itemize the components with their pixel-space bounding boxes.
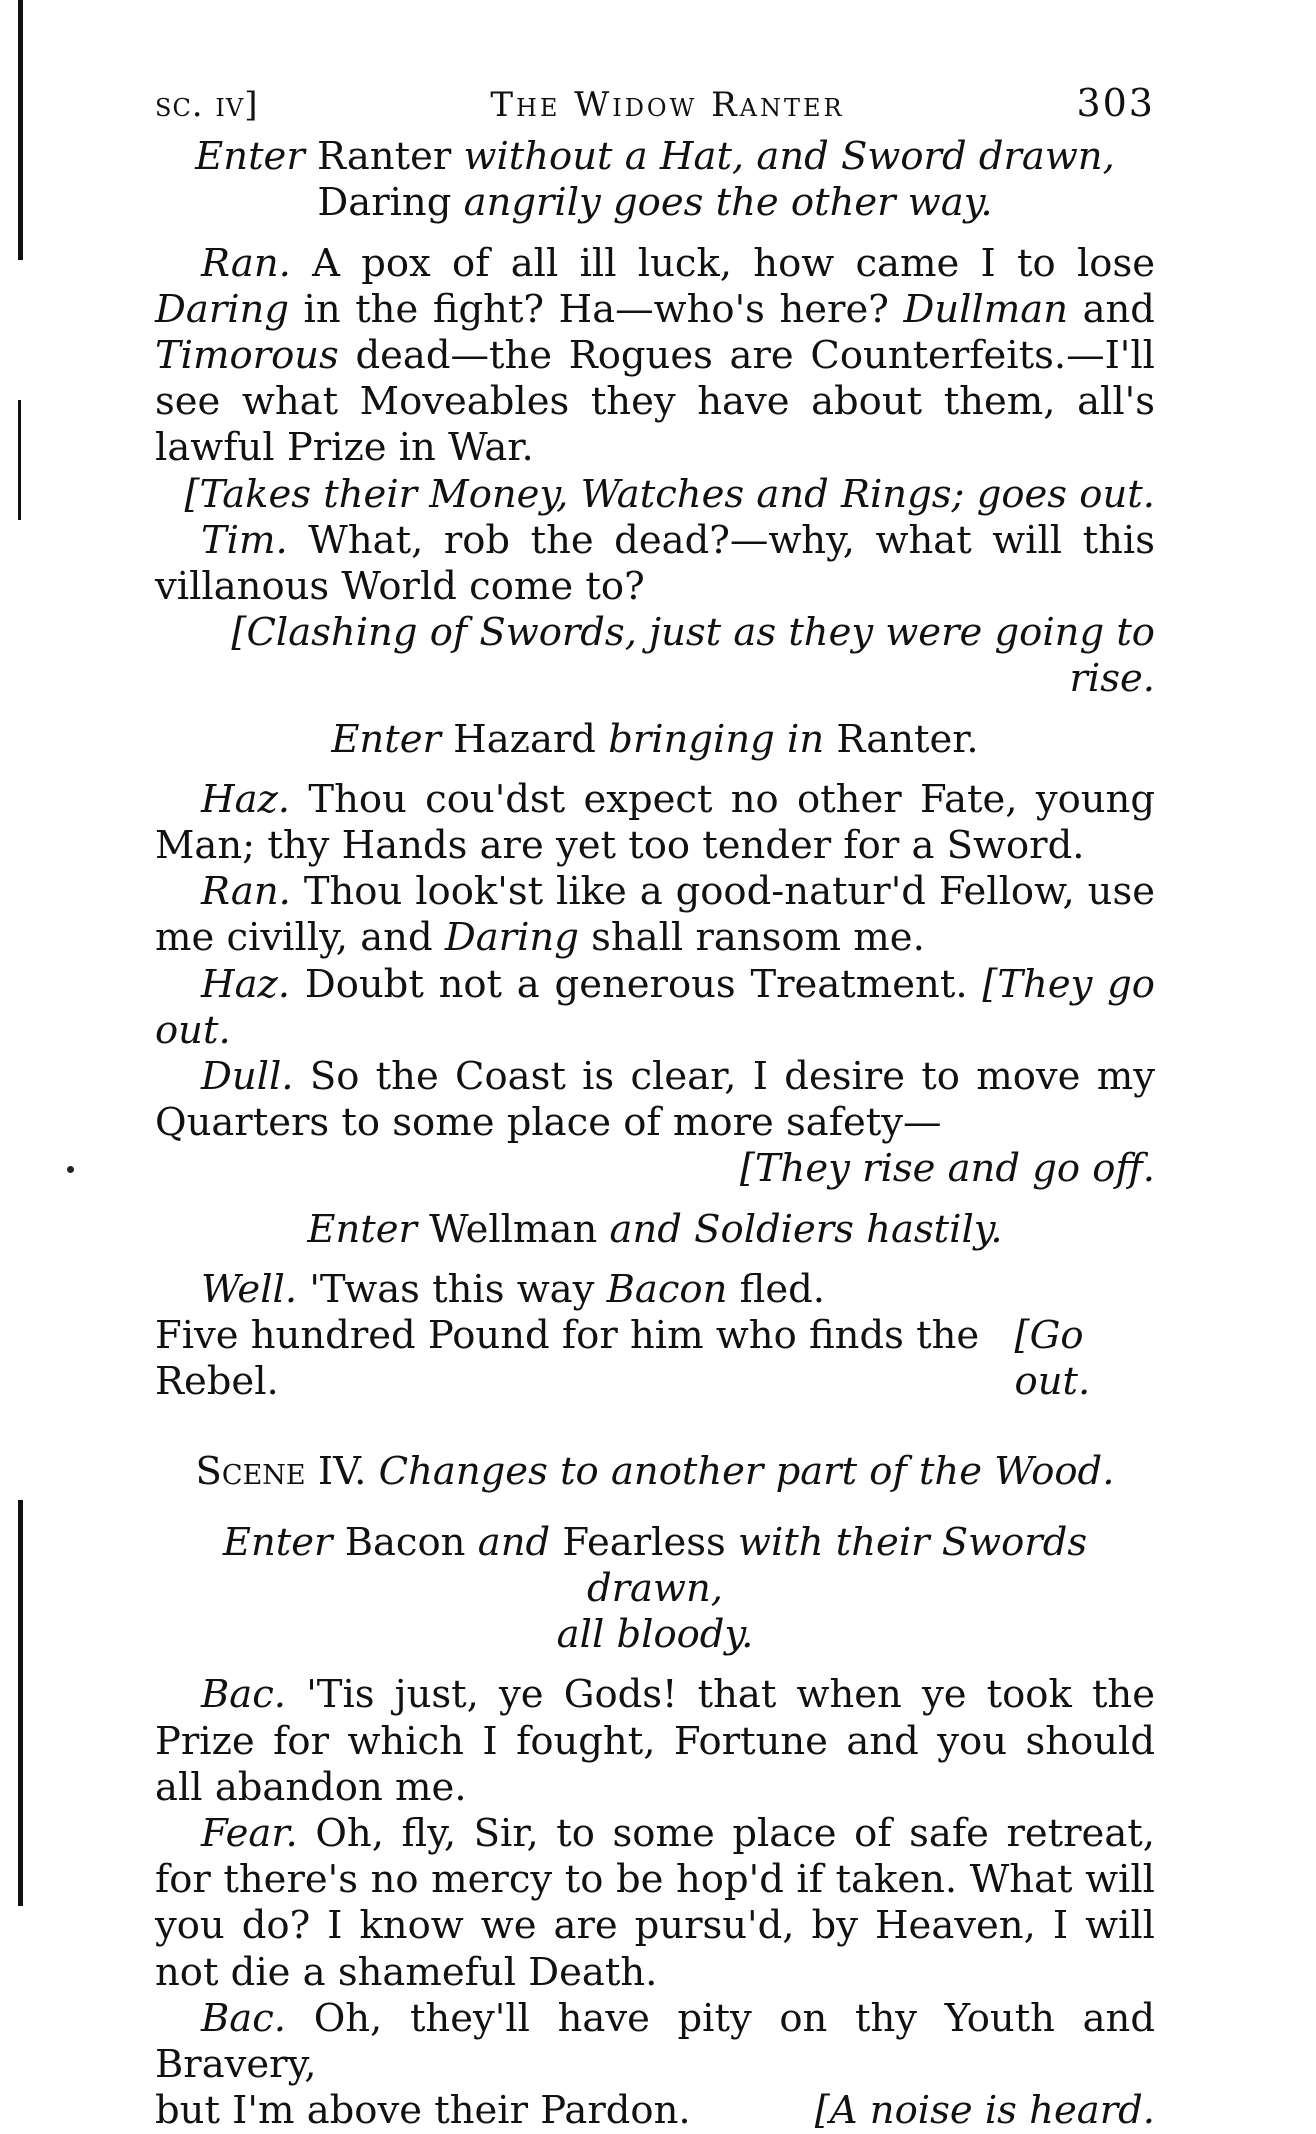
page-edge-line <box>18 1500 23 1906</box>
speech-bacon-line2: but I'm above their Pardon. [A noise is heard. <box>155 2088 1155 2134</box>
speech-bacon: Bac. 'Tis just, ye Gods! that when ye took the Prize for which I fought, Fortune and you should all abandon me. <box>155 1672 1155 1810</box>
stage-direction: [Takes their Money, Watches and Rings; goes out. <box>184 471 1155 517</box>
stage-direction-entrance: Enter Ranter without a Hat, and Sword drawn, <box>195 134 1115 180</box>
speech-wellman: Well. 'Twas this way Bacon fled. <box>201 1266 826 1312</box>
speech-fearless: Fear. Oh, fly, Sir, to some place of safe retreat, for there's no mercy to be hop'd if taken. What will you do? I know we are pursu'd, by Heaven, I will not die a shameful Death. <box>155 1810 1155 1995</box>
stage-direction: [Clashing of Swords, just as they were going to rise. <box>231 610 1155 702</box>
book-page <box>155 80 1155 2134</box>
speech-ranter: Ran. A pox of all ill luck, how came I to lose Daring in the fight? Ha—who's here? Dullman and Timorous dead—the Rogues are Counterfeits.—I'll see what Moveables they have about them, all's lawful Prize in War. <box>155 240 1155 471</box>
page-edge-line <box>18 400 21 520</box>
speech-wellman-line2: Five hundred Pound for him who finds the Rebel. [Go out. <box>155 1313 1091 1405</box>
running-header <box>155 80 1155 128</box>
margin-dot <box>67 1166 74 1173</box>
speech-hazard: Haz. Thou cou'dst expect no other Fate, young Man; thy Hands are yet too tender for a Sword. <box>155 776 1156 869</box>
speech-bacon: Bac. Oh, they'll have pity on thy Youth and Bravery, <box>155 1995 1155 2087</box>
page-number: 303 <box>1076 81 1155 125</box>
scene-reference: sc. iv] <box>155 85 259 125</box>
scene-heading: Scene IV. Changes to another part of the Wood. <box>195 1449 1115 1495</box>
speech-ranter: Ran. Thou look'st like a good-natur'd Fellow, use me civilly, and Daring shall ransom me. <box>155 869 1155 961</box>
stage-direction-entrance: Enter Bacon and Fearless with their Swords drawn, <box>222 1519 1088 1611</box>
speech-timorous: Tim. What, rob the dead?—why, what will this villanous World come to? <box>155 517 1155 610</box>
stage-direction-entrance: Enter Hazard bringing in Ranter. <box>331 716 979 762</box>
stage-direction-entrance: Enter Wellman and Soldiers hastily. <box>307 1206 1003 1252</box>
stage-direction-entrance-line2: Daring angrily goes the other way. <box>317 180 993 226</box>
stage-direction: [They rise and go off. <box>739 1146 1155 1192</box>
speech-dullman: Dull. So the Coast is clear, I desire to move my Quarters to some place of more safety— <box>155 1054 1155 1146</box>
stage-direction-entrance-line2: all bloody. <box>556 1612 754 1658</box>
running-title: The Widow Ranter <box>490 85 845 125</box>
page-edge-line <box>18 0 23 260</box>
speech-hazard: Haz. Doubt not a generous Treatment. [They go out. <box>155 961 1155 1053</box>
